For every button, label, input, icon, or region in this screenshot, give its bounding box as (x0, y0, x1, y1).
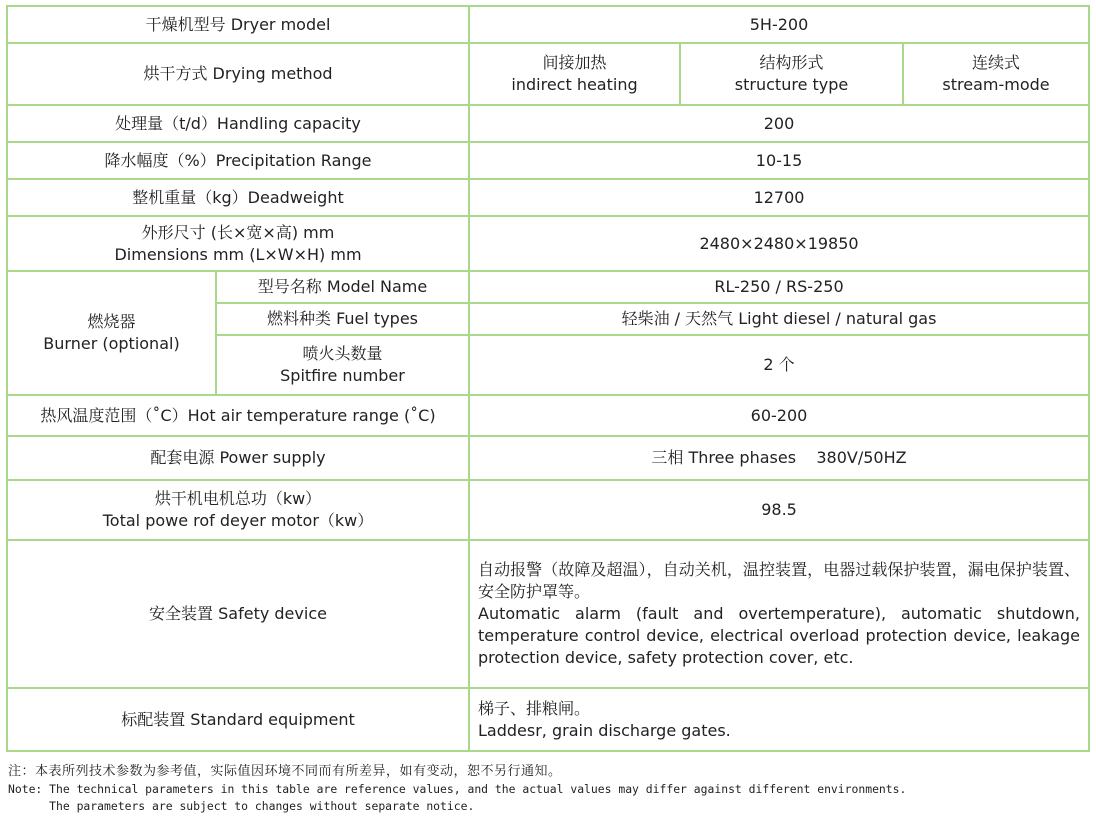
row-standard-equipment (7, 688, 1089, 751)
label-precipitation: 降水幅度（%）Precipitation Range (7, 142, 469, 179)
drying-mode-en: stream-mode (942, 75, 1050, 94)
drying-cell-heating (469, 43, 680, 105)
footnote-cn: 注：本表所列技术参数为参考值，实际值因环境不同而有所差异，如有变动，恕不另行通知。 (8, 764, 562, 779)
value-motor-power: 98.5 (469, 480, 1089, 540)
row-drying-method (7, 43, 1089, 105)
label-dimensions-en: Dimensions mm (L×W×H) mm (114, 244, 362, 264)
row-dimensions (7, 216, 1089, 271)
label-spitfire-cn: 喷火头数量 (302, 344, 383, 363)
row-deadweight (7, 179, 1089, 216)
label-hot-air: 热风温度范围（˚C）Hot air temperature range (˚C) (7, 395, 469, 436)
label-fuel-types: 燃料种类 Fuel types (216, 303, 469, 335)
label-standard-equipment: 标配装置 Standard equipment (7, 688, 469, 751)
label-drying-method: 烘干方式 Drying method (7, 43, 469, 105)
value-spitfire: 2 个 (469, 335, 1089, 395)
row-dryer-model (7, 6, 1089, 43)
safety-text-en: Automatic alarm (fault and overtemperature), automatic shutdown, temperature control device, electrical overload protection device, leakage protection device, safety protection cover, etc. (478, 604, 1081, 667)
value-dimensions: 2480×2480×19850 (469, 216, 1089, 271)
drying-heating-en: indirect heating (511, 75, 638, 94)
drying-cell-mode (903, 43, 1089, 105)
drying-structure-cn: 结构形式 (759, 53, 824, 72)
drying-heating-cn: 间接加热 (542, 53, 607, 72)
value-standard-equipment (469, 688, 1089, 751)
label-deadweight: 整机重量（kg）Deadweight (7, 179, 469, 216)
label-dimensions (7, 216, 469, 271)
label-spitfire (216, 335, 469, 395)
value-precipitation: 10-15 (469, 142, 1089, 179)
label-motor-cn: 烘干机电机总功（kw） (154, 489, 322, 508)
value-safety-device (469, 540, 1089, 688)
value-dryer-model: 5H-200 (469, 6, 1089, 43)
value-deadweight: 12700 (469, 179, 1089, 216)
value-fuel-types: 轻柴油 / 天然气 Light diesel / natural gas (469, 303, 1089, 335)
label-dimensions-cn: 外形尺寸 (长×宽×高) mm (141, 222, 335, 242)
drying-mode-cn: 连续式 (972, 53, 1021, 72)
footnote-en-line1: Note: The technical parameters in this table are reference values, and the actual values may differ against different environments. (8, 782, 907, 796)
row-motor-power (7, 480, 1089, 540)
label-burner (7, 271, 216, 395)
row-hot-air (7, 395, 1089, 436)
label-model-name: 型号名称 Model Name (216, 271, 469, 303)
value-power-supply: 三相 Three phases 380V/50HZ (469, 436, 1089, 480)
row-precipitation (7, 142, 1089, 179)
label-capacity: 处理量（t/d）Handling capacity (7, 105, 469, 142)
row-safety-device (7, 540, 1089, 688)
label-motor-power (7, 480, 469, 540)
row-burner-model (7, 271, 1089, 303)
spec-table (6, 5, 1090, 752)
drying-cell-structure (680, 43, 903, 105)
footnote-en-line2: The parameters are subject to changes without separate notice. (8, 799, 475, 813)
row-capacity (7, 105, 1089, 142)
footnote (8, 763, 1088, 815)
label-dryer-model: 干燥机型号 Dryer model (7, 6, 469, 43)
standard-text-en: Laddesr, grain discharge gates. (478, 720, 731, 740)
drying-structure-en: structure type (734, 75, 849, 94)
label-spitfire-en: Spitfire number (280, 366, 405, 385)
value-capacity: 200 (469, 105, 1089, 142)
label-burner-en: Burner (optional) (43, 334, 180, 353)
standard-text-cn: 梯子、排粮闸。 (478, 698, 591, 718)
label-safety-device: 安全装置 Safety device (7, 540, 469, 688)
row-power-supply (7, 436, 1089, 480)
value-hot-air: 60-200 (469, 395, 1089, 436)
label-burner-cn: 燃烧器 (87, 312, 136, 331)
safety-text-cn: 自动报警（故障及超温），自动关机，温控装置，电器过载保护装置，漏电保护装置、安全防护罩等。 (478, 560, 1081, 601)
value-model-name: RL-250 / RS-250 (469, 271, 1089, 303)
label-motor-en: Total powe rof deyer motor（kw） (102, 511, 374, 530)
label-power-supply: 配套电源 Power supply (7, 436, 469, 480)
